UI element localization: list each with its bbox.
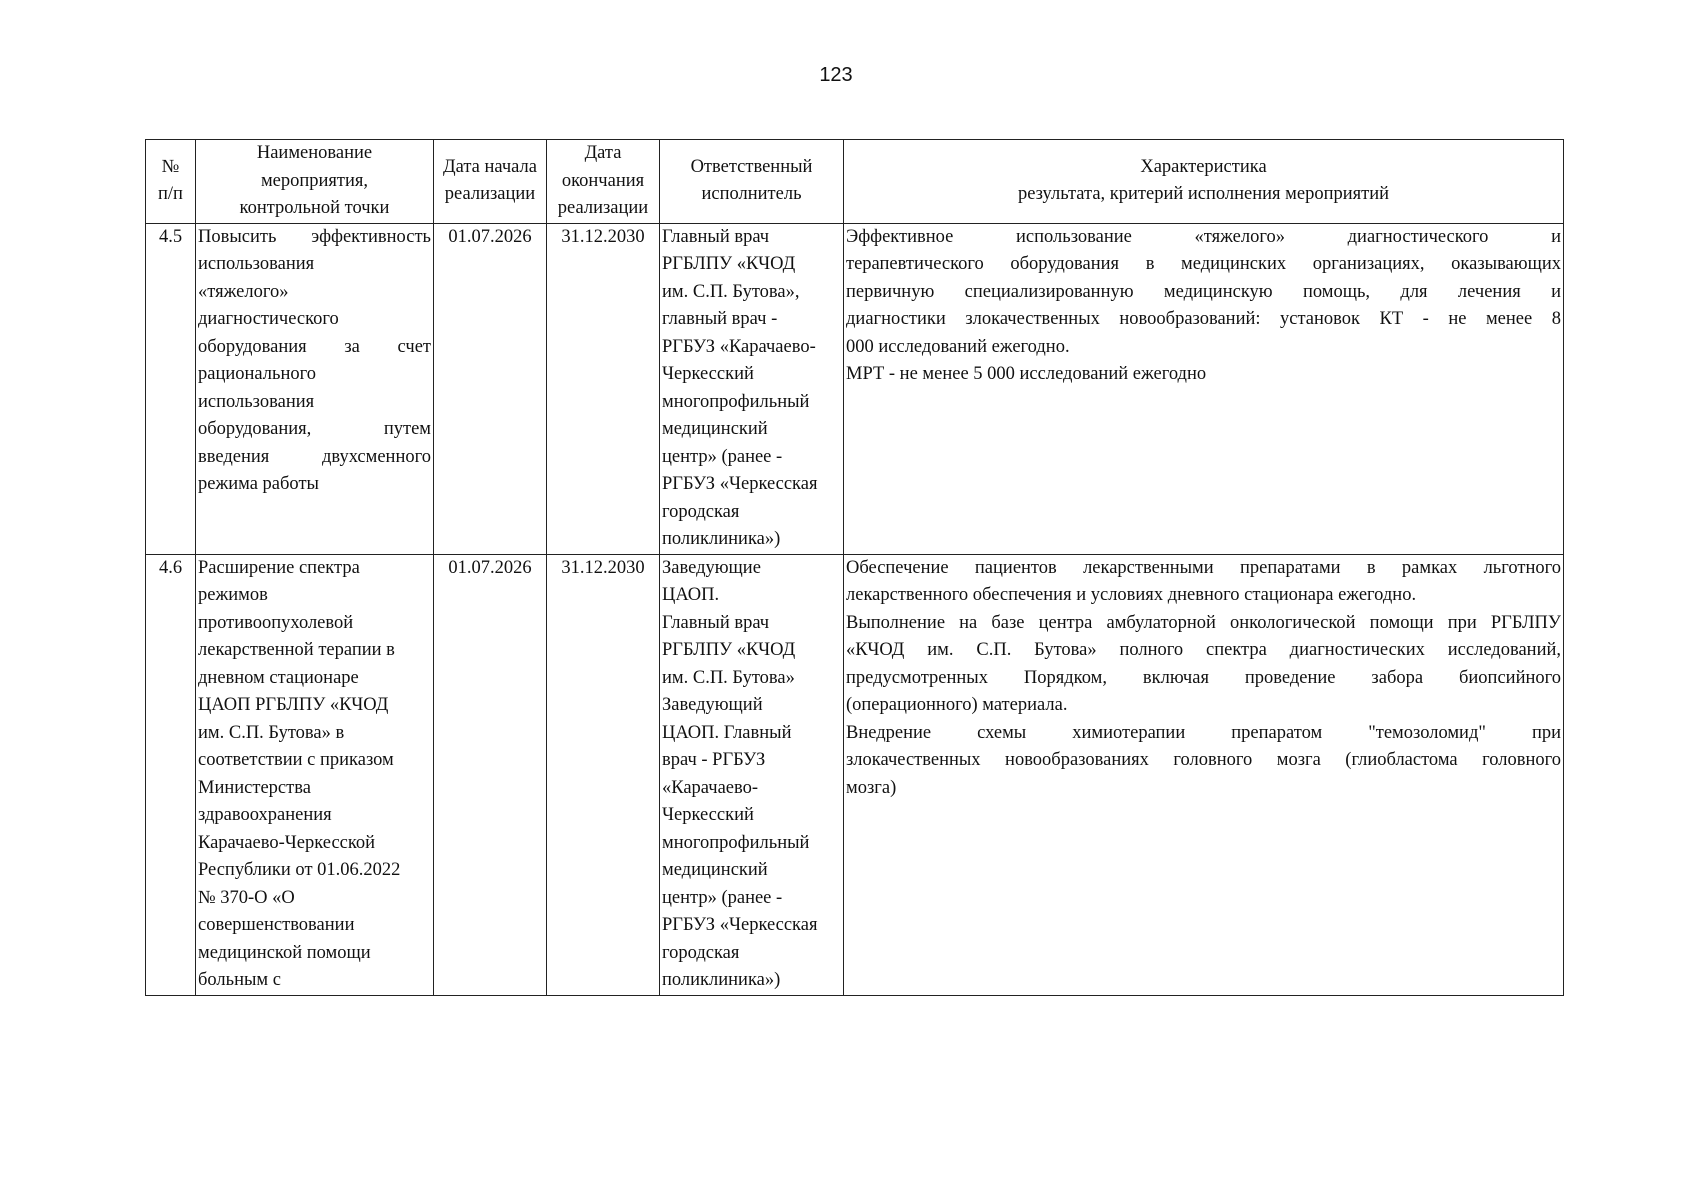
header-start-date: Дата начала реализации — [434, 140, 547, 224]
activity-name: Повысить эффективность использования «тяжелого» диагностического оборудования за счет рационального использования оборудования, путем введения двухсменного режима работы — [196, 223, 434, 554]
header-num: № п/п — [146, 140, 196, 224]
page-number: 123 — [819, 64, 853, 86]
header-result: Характеристика результата, критерий исполнения мероприятий — [844, 140, 1564, 224]
end-date: 31.12.2030 — [547, 554, 660, 995]
start-date: 01.07.2026 — [434, 554, 547, 995]
start-date: 01.07.2026 — [434, 223, 547, 554]
header-end-date: Дата окончания реализации — [547, 140, 660, 224]
table-header-row — [146, 140, 1564, 224]
table-row — [146, 223, 1564, 554]
row-number: 4.5 — [146, 223, 196, 554]
end-date: 31.12.2030 — [547, 223, 660, 554]
row-number: 4.6 — [146, 554, 196, 995]
plan-table — [145, 139, 1564, 996]
header-responsible: Ответственный исполнитель — [660, 140, 844, 224]
header-name: Наименование мероприятия, контрольной точки — [196, 140, 434, 224]
result-description: Обеспечение пациентов лекарственными препаратами в рамках льготного лекарственного обеспечения и условиях дневного стационара ежегодно. Выполнение на базе центра амбулаторной онкологической помощи при РГБЛПУ «КЧОД им. С.П. Бутова» полного спектра диагностических исследований, предусмотренных Порядком, включая проведение забора биопсийного (операционного) материала. Внедрение схемы химиотерапии препаратом "темозоломид" при злокачественных новообразованиях головного мозга (глиобластома головного мозга) — [844, 554, 1564, 995]
result-description: Эффективное использование «тяжелого» диагностического и терапевтического оборудования в медицинских организациях, оказывающих первичную специализированную медицинскую помощь, для лечения и диагностики злокачественных новообразований: установок КТ - не менее 8 000 исследований ежегодно. МРТ - не менее 5 000 исследований ежегодно — [844, 223, 1564, 554]
responsible: Заведующие ЦАОП. Главный врач РГБЛПУ «КЧОД им. С.П. Бутова» Заведующий ЦАОП. Главный врач - РГБУЗ «Карачаево- Черкесский многопрофильный медицинский центр» (ранее - РГБУЗ «Черкесская городская поликлиника») — [660, 554, 844, 995]
activity-name: Расширение спектра режимов противоопухолевой лекарственной терапии в дневном стационаре ЦАОП РГБЛПУ «КЧОД им. С.П. Бутова» в соответствии с приказом Министерства здравоохранения Карачаево-Черкесской Республики от 01.06.2022 № 370-О «О совершенствовании медицинской помощи больным с — [196, 554, 434, 995]
responsible: Главный врач РГБЛПУ «КЧОД им. С.П. Бутова», главный врач - РГБУЗ «Карачаево- Черкесский многопрофильный медицинский центр» (ранее - РГБУЗ «Черкесская городская поликлиника») — [660, 223, 844, 554]
table-row — [146, 554, 1564, 995]
